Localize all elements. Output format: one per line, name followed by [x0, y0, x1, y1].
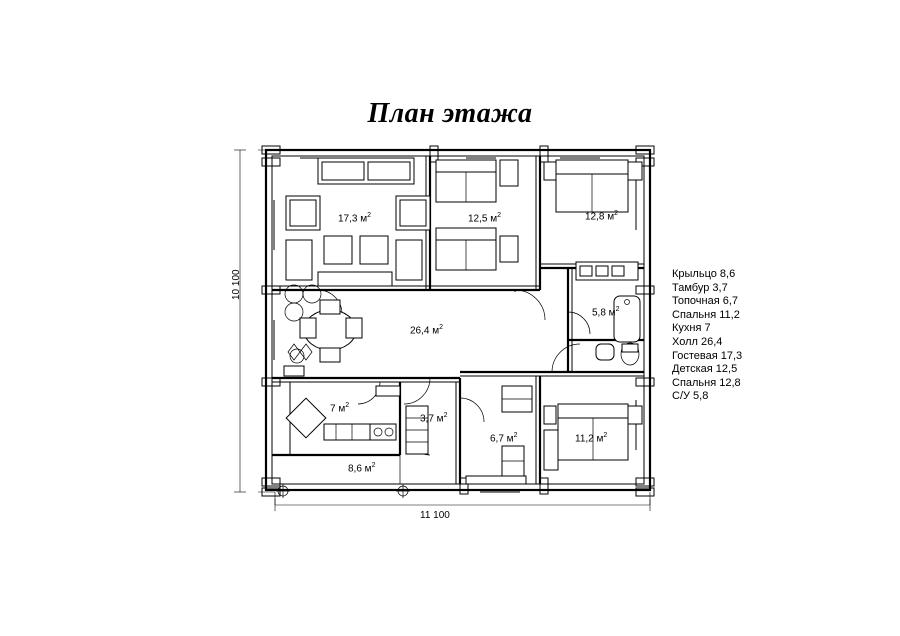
room-area-vestibule: 3,7 $м^2$	[420, 412, 448, 425]
room-area-living-room: 17,3 $м^2$	[338, 212, 372, 225]
room-area-boiler-room: 6,7 $м^2$	[490, 432, 518, 445]
page-title: План этажа	[367, 98, 533, 129]
room-area-kitchen: 7 $м^2$	[330, 402, 350, 415]
legend-item-0: Крыльцо 8,6	[672, 268, 736, 280]
room-area-bathroom: 5,8 $м^2$	[592, 306, 620, 319]
room-area-bedroom-main: 11,2 $м^2$	[575, 432, 608, 445]
porch-area	[272, 455, 400, 484]
legend-item-5: Холл 26,4	[672, 335, 723, 348]
legend-item-7: Детская 12,5	[672, 363, 738, 376]
room-legend	[672, 268, 742, 404]
legend-item-3: Спальня 11,2	[672, 308, 740, 321]
room-area-children-room: 12,5 $м^2$	[468, 212, 502, 225]
legend-item-2: Топочная 6,7	[672, 295, 739, 308]
legend-item-8: Спальня 12,8	[672, 376, 741, 389]
room-area-porch: 8,6 $м^2$	[348, 462, 376, 475]
furniture-hall	[284, 285, 362, 376]
room-area-hall: 26,4 $м^2$	[410, 324, 444, 337]
room-area-bedroom-small: 12,8 $м^2$	[585, 210, 619, 223]
legend-item-4: Кухня 7	[672, 322, 711, 335]
dimension-label-horizontal: 11 100	[420, 510, 450, 521]
legend-item-6: Гостевая 17,3	[672, 349, 743, 362]
legend-item-9: С/У 5,8	[672, 390, 709, 403]
dimension-label-vertical: 10 100	[231, 269, 242, 300]
legend-item-1: Тамбур 3,7	[672, 281, 728, 294]
